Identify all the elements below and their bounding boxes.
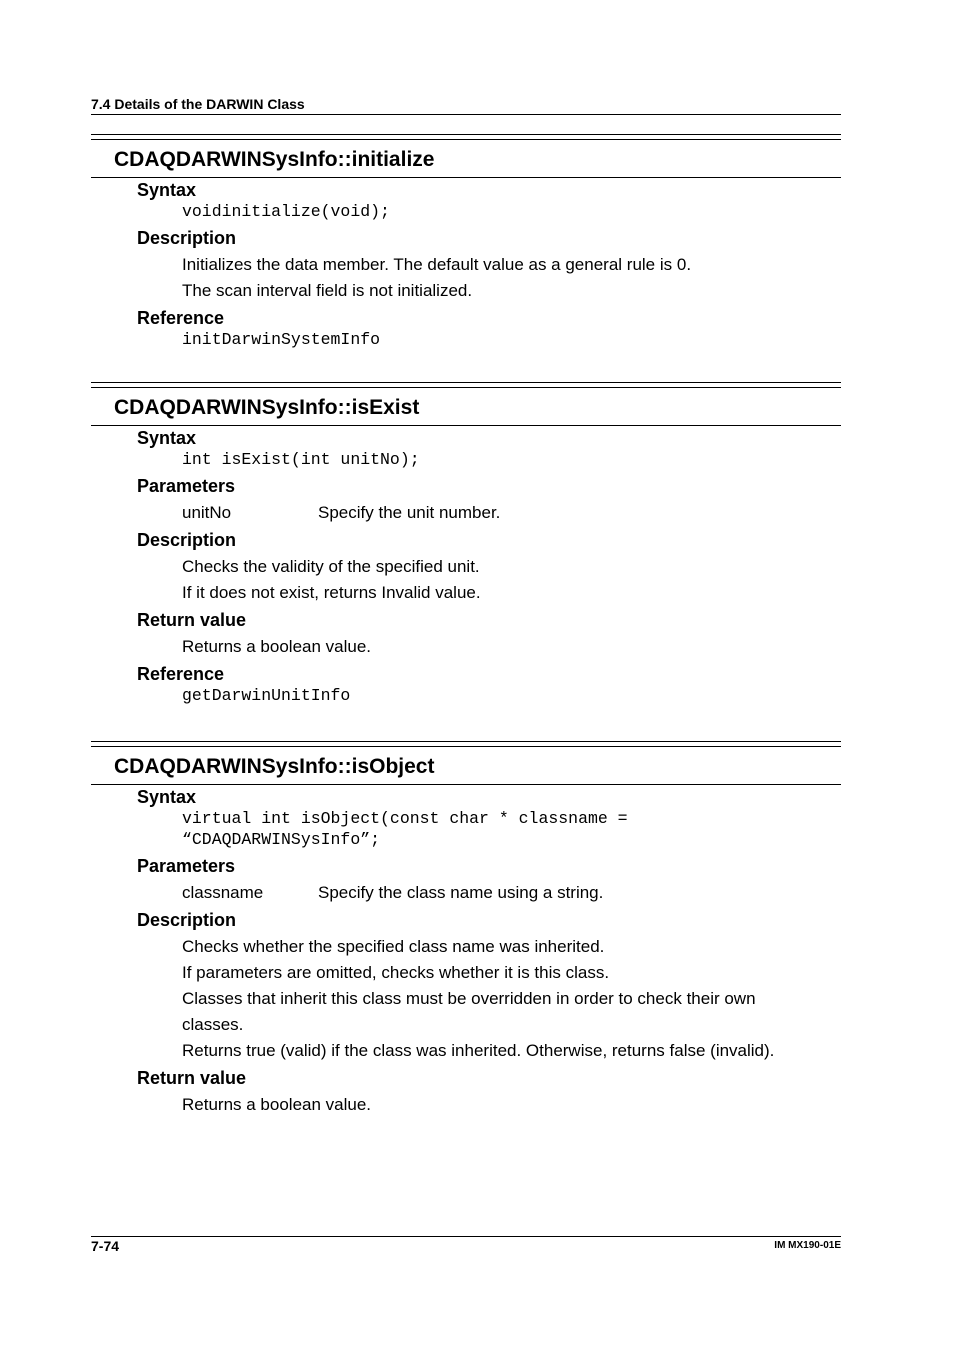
description-line: Checks the validity of the specified unit.	[182, 557, 480, 576]
return-heading: Return value	[137, 1068, 247, 1088]
parameters-heading: Parameters	[137, 856, 236, 876]
parameter-description: Specify the class name using a string.	[318, 883, 604, 902]
parameters-heading: Parameters	[137, 476, 236, 496]
syntax-code: voidinitialize(void);	[182, 202, 390, 221]
description-line: Classes that inherit this class must be overridden in order to check their own	[182, 989, 756, 1008]
reference-code: getDarwinUnitInfo	[182, 686, 351, 705]
footer-rule	[91, 1236, 841, 1237]
section-initialize	[91, 134, 841, 350]
parameter-description: Specify the unit number.	[318, 503, 501, 522]
header-rule	[91, 114, 841, 115]
syntax-heading: Syntax	[137, 180, 197, 200]
syntax-code: int isExist(int unitNo);	[182, 450, 420, 469]
description-heading: Description	[137, 910, 237, 930]
document-code: IM MX190-01E	[774, 1240, 841, 1251]
parameter-name: classname	[182, 883, 264, 902]
page-number: 7-74	[91, 1238, 120, 1254]
return-heading: Return value	[137, 610, 247, 630]
description-line: The scan interval field is not initialized.	[182, 281, 473, 300]
reference-heading: Reference	[137, 664, 225, 684]
parameter-row	[182, 880, 841, 906]
running-head: 7.4 Details of the DARWIN Class	[91, 96, 305, 112]
return-text: Returns a boolean value.	[182, 1095, 372, 1114]
description-line: Returns true (valid) if the class was inherited. Otherwise, returns false (invalid).	[182, 1041, 775, 1060]
syntax-heading: Syntax	[137, 428, 197, 448]
description-line: If it does not exist, returns Invalid value.	[182, 583, 481, 602]
reference-code: initDarwinSystemInfo	[182, 330, 381, 349]
parameter-name: unitNo	[182, 503, 232, 522]
section-title-rule	[91, 425, 841, 426]
syntax-code: “CDAQDARWINSysInfo”;	[182, 830, 381, 849]
return-text: Returns a boolean value.	[182, 637, 372, 656]
syntax-heading: Syntax	[137, 787, 197, 807]
syntax-code: virtual int isObject(const char * classname =	[182, 809, 628, 828]
section-title-rule	[91, 177, 841, 178]
description-line: If parameters are omitted, checks whether it is this class.	[182, 963, 610, 982]
section-title-rule	[91, 784, 841, 785]
section-title: CDAQDARWINSysInfo::isObject	[114, 755, 435, 778]
description-line: Initializes the data member. The default value as a general rule is 0.	[182, 255, 692, 274]
section-isobject	[91, 741, 841, 1118]
section-title: CDAQDARWINSysInfo::isExist	[114, 396, 420, 419]
description-line: classes.	[182, 1015, 244, 1034]
description-line: Checks whether the specified class name was inherited.	[182, 937, 605, 956]
description-heading: Description	[137, 228, 237, 248]
parameter-row	[182, 500, 841, 526]
reference-heading: Reference	[137, 308, 225, 328]
section-isexist	[91, 382, 841, 706]
description-heading: Description	[137, 530, 237, 550]
section-title: CDAQDARWINSysInfo::initialize	[114, 148, 435, 171]
